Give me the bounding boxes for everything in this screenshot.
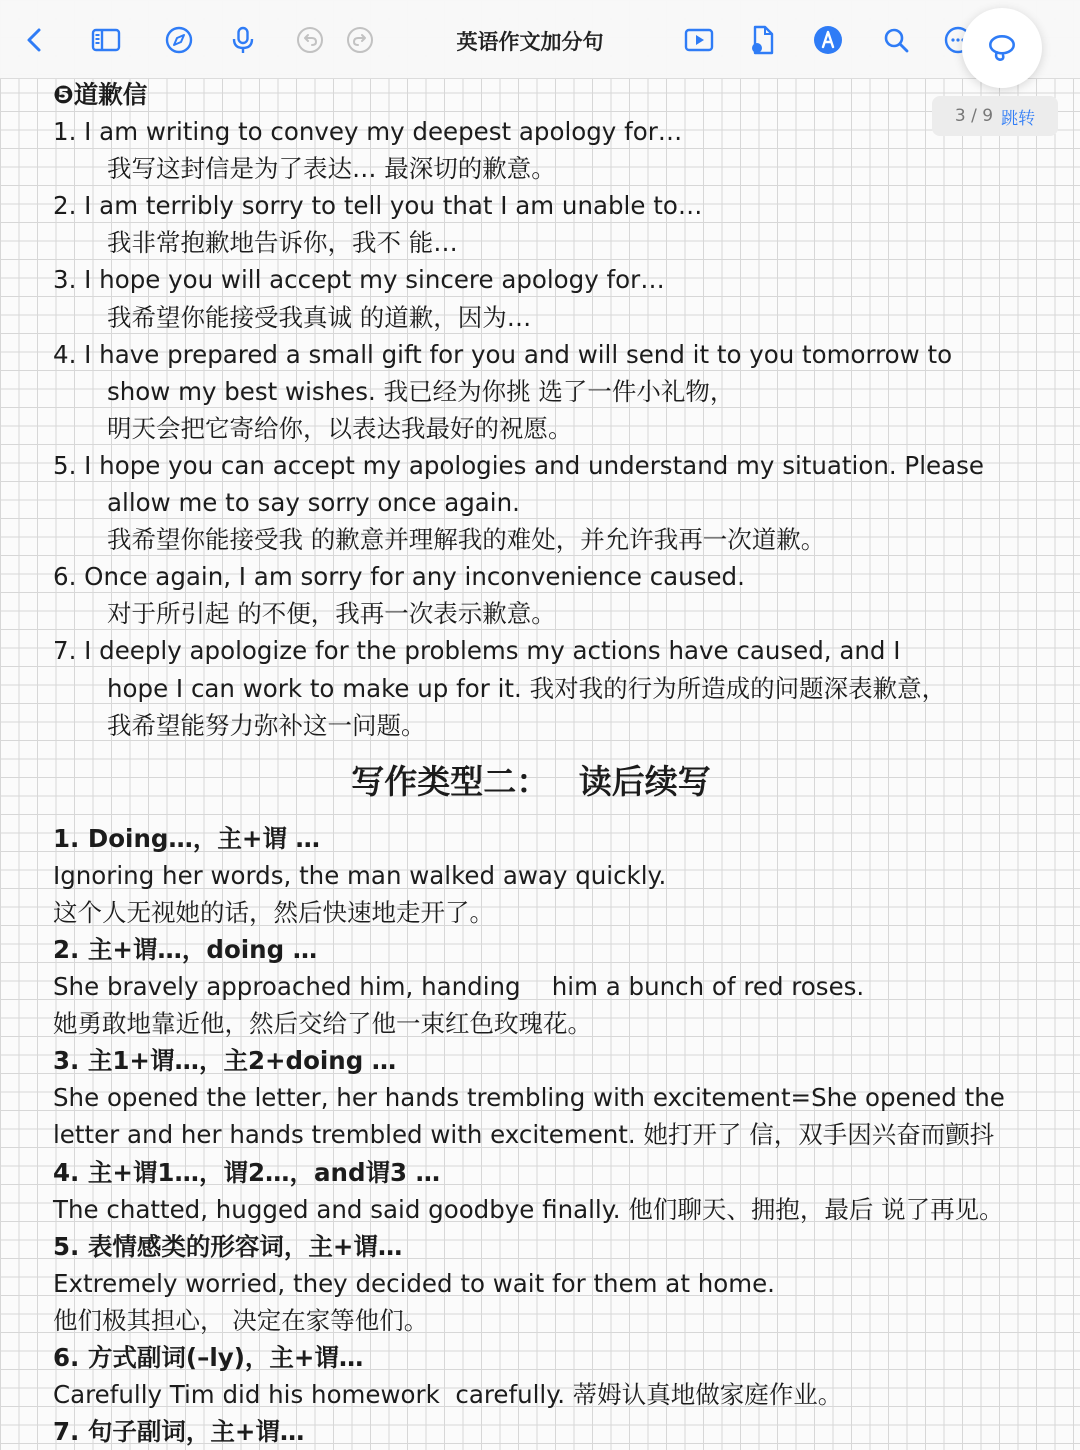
sentence-zh: 我希望你能接受我真诚 的道歉，因为… [107,302,532,332]
example-line: Extremely worried, they decided to wait for them at home. [53,1268,775,1298]
note-content [53,76,1043,1450]
example-line: 她勇敢地靠近他，然后交给了他一束红色玫瑰花。 [53,1009,592,1039]
section-title: 写作类型二： 读后续写 [351,761,711,801]
sentence-en: 3. I hope you will accept my sincere apology for… [53,265,665,295]
example-line: She opened the letter, her hands trembling with excitement=She opened the [53,1083,1005,1113]
compass-icon[interactable] [161,22,197,58]
jump-button[interactable]: 跳转 [1001,108,1036,129]
sentence-zh: 我希望能努力弥补这一问题。 [107,710,426,740]
sentence-en: 7. I deeply apologize for the problems my actions have caused, and I [53,636,901,666]
pattern-title: 1. Doing…，主+谓 … [53,823,320,853]
sentence-en: 2. I am terribly sorry to tell you that I am unable to… [53,191,703,221]
sentence-zh: show my best wishes. 我已经为你挑 选了一件小礼物， [107,376,735,406]
play-icon[interactable] [681,22,717,58]
example-line: 这个人无视她的话，然后快速地走开了。 [53,897,494,927]
toolbar [0,0,1080,79]
search-icon[interactable] [878,22,914,58]
pattern-title: 5. 表情感类的形容词，主+谓… [53,1231,403,1261]
section-heading: ❺道歉信 [53,80,148,109]
sentence-zh: allow me to say sorry once again. [107,488,520,518]
redo-icon[interactable] [342,22,378,58]
example-line: The chatted, hugged and said goodbye finally. 他们聊天、拥抱，最后 说了再见。 [53,1194,1004,1224]
sentence-zh: 我非常抱歉地告诉你，我不 能… [107,228,458,258]
sentence-en: 4. I have prepared a small gift for you and will send it to you tomorrow to [53,339,953,369]
document-icon[interactable] [745,22,781,58]
pattern-title: 7. 句子副词，主+谓… [53,1417,305,1447]
sentence-zh: 对于所引起 的不便，我再一次表示歉意。 [107,599,556,629]
pen-icon[interactable] [810,22,846,58]
sentence-en: 1. I am writing to convey my deepest apology for… [53,117,683,147]
undo-icon[interactable] [292,22,328,58]
back-icon[interactable] [17,22,53,58]
example-line: letter and her hands trembled with excitement. 她打开了 信，双手因兴奋而颤抖 [53,1120,995,1150]
sentence-zh: 明天会把它寄给你，以表达我最好的祝愿。 [107,413,573,443]
example-line: Ignoring her words, the man walked away quickly. [53,860,667,890]
pattern-title: 6. 方式副词(–ly)，主+谓… [53,1343,364,1372]
microphone-icon[interactable] [225,22,261,58]
page-count: 3 / 9 [954,106,994,126]
pattern-title: 2. 主+谓…，doing … [53,934,318,964]
sentence-zh: 我希望你能接受我 的歉意并理解我的难处，并允许我再一次道歉。 [107,525,826,555]
example-line: Carefully Tim did his homework carefully. 蒂姆认真地做家庭作业。 [53,1380,843,1410]
sentence-en: 5. I hope you can accept my apologies and understand my situation. Please [53,450,984,480]
sentence-zh: 我写这封信是为了表达… 最深切的歉意。 [107,154,556,184]
sentence-en: 6. Once again, I am sorry for any inconvenience caused. [53,562,745,592]
sentence-zh: hope I can work to make up for it. 我对我的行为所造成的问题深表歉意， [107,673,947,703]
sidebar-icon[interactable] [88,22,124,58]
document-title: 英语作文加分句 [456,30,604,54]
example-line: She bravely approached him, handing him a bunch of red roses. [53,972,865,1002]
pattern-title: 4. 主+谓1…，谓2…，and谓3 … [53,1157,441,1187]
example-line: 他们极其担心， 决定在家等他们。 [53,1305,429,1335]
pattern-title: 3. 主1+谓…，主2+doing … [53,1046,397,1076]
